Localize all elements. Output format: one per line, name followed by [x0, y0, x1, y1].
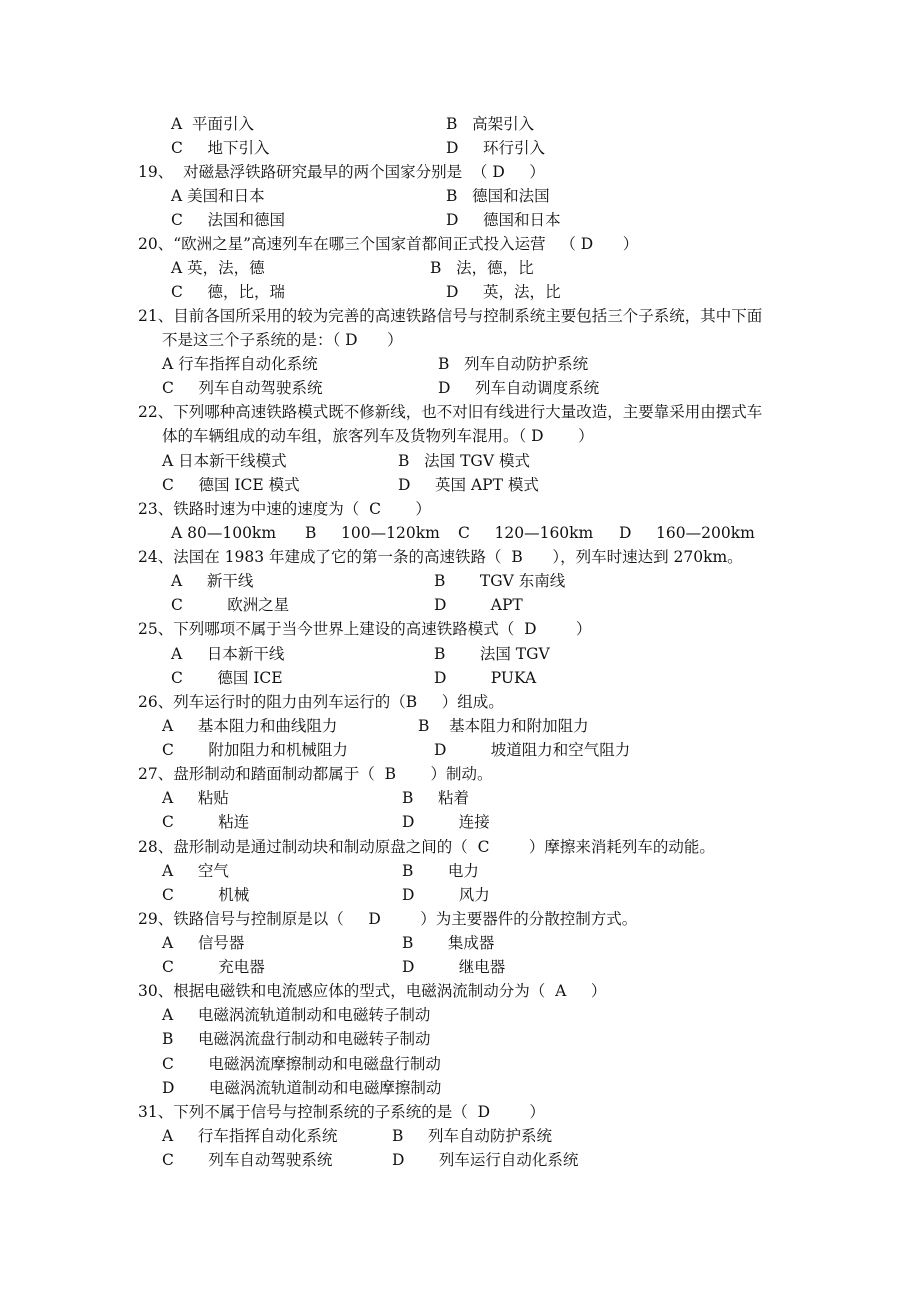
option-line: A 平面引入: [171, 115, 255, 133]
option-line: B 粘着: [402, 789, 470, 807]
option-line: D 英国 APT 模式: [398, 476, 539, 494]
option-line: B 电力: [402, 862, 479, 880]
option-line: D 坡道阻力和空气阻力: [434, 741, 631, 759]
option-line: D 连接: [402, 813, 490, 831]
option-line: D 160—200km: [619, 524, 755, 542]
option-line: C 附加阻力和机械阻力: [162, 741, 348, 759]
option-line: A 美国和日本: [171, 187, 265, 205]
option-line: B 列车自动防护系统: [392, 1127, 553, 1145]
question-line: 19、 对磁悬浮铁路研究最早的两个国家分别是 （ D ）: [138, 163, 545, 181]
question-line: 20、“欧洲之星”高速列车在哪三个国家首都间正式投入运营 （ D ）: [138, 235, 639, 253]
option-line: B 列车自动防护系统: [438, 355, 589, 373]
question-line: 24、法国在 1983 年建成了它的第一条的高速铁路（ B ），列车时速达到 270km。: [138, 548, 743, 566]
option-line: C 德，比，瑞: [171, 283, 285, 301]
question-line: 26、列车运行时的阻力由列车运行的（B ）组成。: [138, 693, 504, 711]
option-line: A 行车指挥自动化系统: [162, 355, 318, 373]
question-line: 31、下列不属于信号与控制系统的子系统的是（ D ）: [138, 1103, 545, 1121]
question-line: 23、铁路时速为中速的速度为（ C ）: [138, 500, 431, 518]
option-line: D 列车自动调度系统: [438, 379, 600, 397]
option-line: C 120—160km: [458, 524, 594, 542]
question-line: 29、铁路信号与控制原是以（ D ）为主要器件的分散控制方式。: [138, 910, 638, 928]
question-line: 22、下列哪种高速铁路模式既不修新线，也不对旧有线进行大量改造，主要靠采用由摆式车: [138, 403, 763, 421]
option-line: C 地下引入: [171, 139, 270, 157]
question-line: 21、目前各国所采用的较为完善的高速铁路信号与控制系统主要包括三个子系统，其中下面: [138, 307, 763, 325]
option-line: B 法国 TGV: [434, 645, 550, 663]
option-line: B 基本阻力和附加阻力: [418, 717, 589, 735]
option-line: C 德国 ICE: [171, 669, 283, 687]
question-line: 25、下列哪项不属于当今世界上建设的高速铁路模式（ D ）: [138, 620, 592, 638]
option-line: A 空气: [162, 862, 229, 880]
option-line: D 英，法，比: [446, 283, 561, 301]
option-line: A 行车指挥自动化系统: [162, 1127, 338, 1145]
option-line: C 列车自动驾驶系统: [162, 1151, 333, 1169]
option-line: B 法，德，比: [430, 259, 534, 277]
option-line: A 新干线: [171, 572, 254, 590]
option-line: A 80—100km: [171, 524, 277, 542]
option-line: C 德国 ICE 模式: [162, 476, 300, 494]
question-line: 不是这三个子系统的是：（ D ）: [162, 331, 403, 349]
question-line: 27、盘形制动和踏面制动都属于（ B ）制动。: [138, 765, 493, 783]
option-line: D 环行引入: [446, 139, 546, 157]
option-line: D 风力: [402, 886, 490, 904]
option-line: C 欧洲之星: [171, 596, 290, 614]
option-line: B 高架引入: [446, 115, 535, 133]
option-line: D APT: [434, 596, 523, 614]
option-line: D 电磁涡流轨道制动和电磁摩擦制动: [162, 1079, 442, 1097]
option-line: C 法国和德国: [171, 211, 285, 229]
option-line: A 粘贴: [162, 789, 229, 807]
option-line: D 列车运行自动化系统: [392, 1151, 579, 1169]
option-line: D PUKA: [434, 669, 537, 687]
option-line: C 粘连: [162, 813, 250, 831]
option-line: B TGV 东南线: [434, 572, 566, 590]
option-line: B 集成器: [402, 934, 495, 952]
option-line: B 法国 TGV 模式: [398, 452, 530, 470]
option-line: C 电磁涡流摩擦制动和电磁盘行制动: [162, 1055, 441, 1073]
option-line: C 机械: [162, 886, 250, 904]
option-line: B 100—120km: [305, 524, 440, 542]
option-line: A 电磁涡流轨道制动和电磁转子制动: [162, 1006, 431, 1024]
option-line: B 德国和法国: [446, 187, 550, 205]
option-line: D 德国和日本: [446, 211, 561, 229]
option-line: A 日本新干线模式: [162, 452, 287, 470]
option-line: B 电磁涡流盘行制动和电磁转子制动: [162, 1030, 431, 1048]
option-line: A 英，法，德: [171, 259, 265, 277]
option-line: A 基本阻力和曲线阻力: [162, 717, 338, 735]
option-line: A 日本新干线: [171, 645, 285, 663]
option-line: D 继电器: [402, 958, 506, 976]
option-line: C 充电器: [162, 958, 265, 976]
question-line: 体的车辆组成的动车组，旅客列车及货物列车混用。（ D ）: [162, 427, 594, 445]
option-line: A 信号器: [162, 934, 245, 952]
question-line: 28、盘形制动是通过制动块和制动原盘之间的（ C ）摩擦来消耗列车的动能。: [138, 838, 715, 856]
option-line: C 列车自动驾驶系统: [162, 379, 323, 397]
question-line: 30、根据电磁铁和电流感应体的型式，电磁涡流制动分为（ A ）: [138, 982, 607, 1000]
